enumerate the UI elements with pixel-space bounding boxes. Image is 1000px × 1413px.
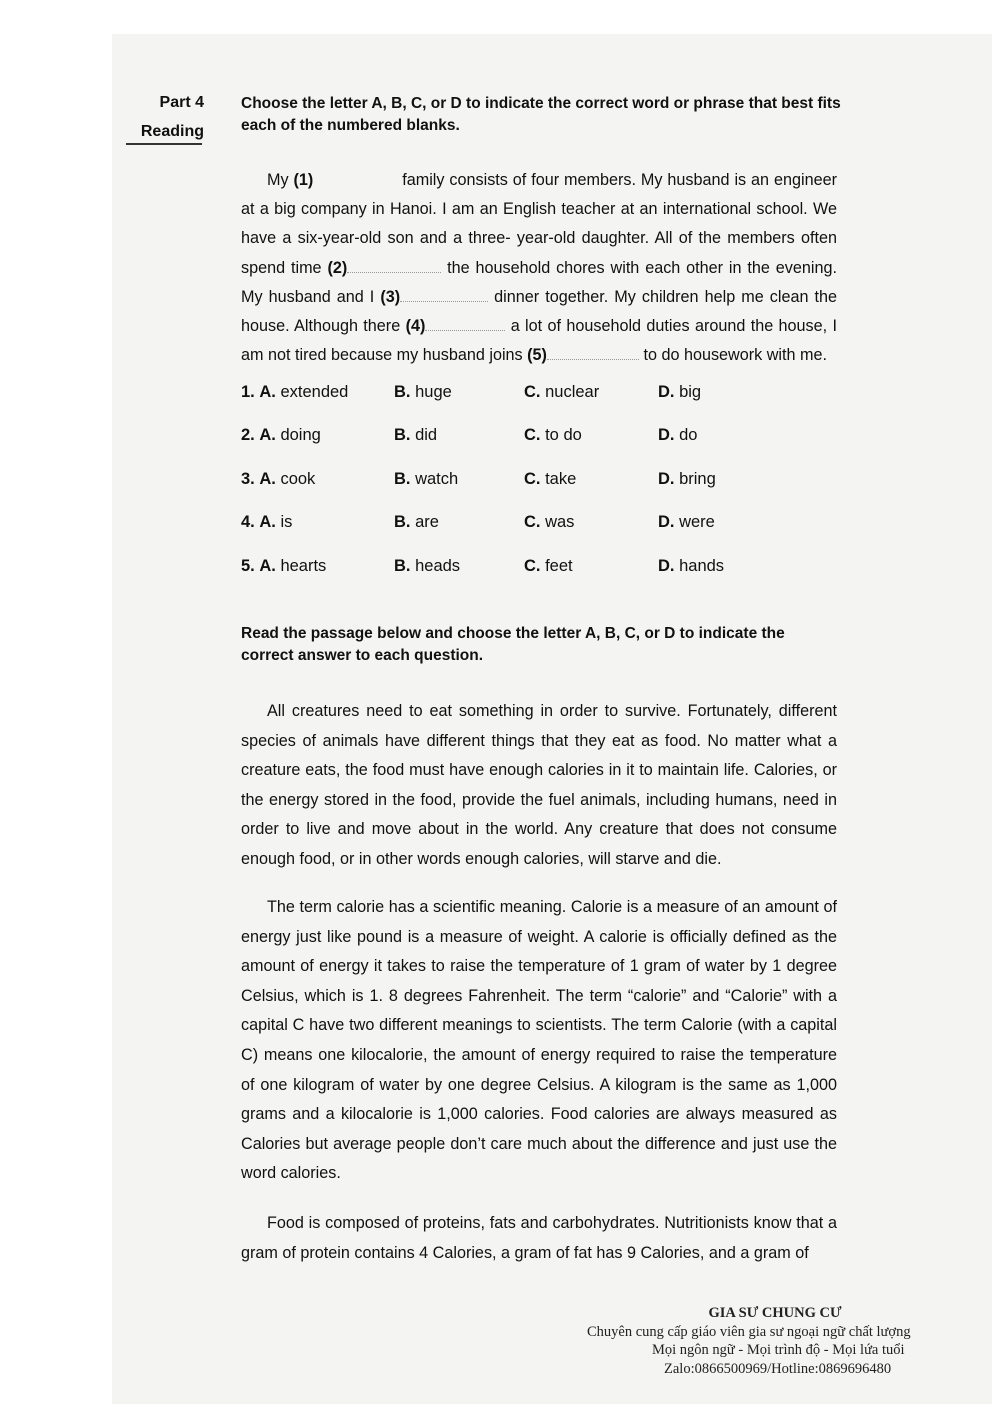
blank-4: [425, 316, 505, 331]
option-letter: D.: [658, 426, 675, 445]
option-text: heads: [415, 556, 461, 575]
footer-line-2: Mọi ngôn ngữ - Mọi trình độ - Mọi lứa tuổi: [652, 1342, 905, 1358]
blank-number-5: (5): [527, 346, 547, 365]
option-text: to do: [545, 426, 582, 445]
option-4c[interactable]: [524, 513, 574, 532]
option-text: was: [545, 513, 575, 532]
option-text: is: [280, 513, 293, 532]
option-text: huge: [415, 383, 452, 401]
footer-ad: [560, 1304, 1000, 1378]
blank-number-3: (3): [380, 287, 401, 306]
passage-text: a lot of household duties around the house, I am not tired because my husband joins: [241, 317, 837, 365]
footer-contact: Zalo:0866500969/Hotline:0869696480: [664, 1360, 892, 1377]
option-text: nuclear: [545, 383, 600, 401]
reading-paragraph-2: The term calorie has a scientific meaning. Calorie is a measure of an amount of energy just like pound is a measure of weight. A calorie is officially defined as the amount of energy it takes to raise the temperature of 1 gram of water by 1 degree Celsius, which is 1. 8 degrees Fahrenheit. The term “calorie” and “Calorie” with a capital C have two different meanings to scientists. The term Calorie (with a capital C) means one kilocalorie, the amount of energy required to raise the temperature of one kilogram of water by one degree Celsius. A kilogram is the same as 1,000 grams and a kilocalorie is 1,000 calories. Food calories are always measured as Calories but average people don’t care much about the difference and just use the word calories.: [241, 898, 837, 1183]
question-row-3: [241, 470, 841, 513]
blank-number-2: (2): [327, 258, 348, 277]
blank-number-4: (4): [405, 317, 426, 336]
option-3d[interactable]: [658, 470, 716, 489]
option-text: were: [679, 513, 715, 532]
reading-paragraph-1: All creatures need to eat something in order to survive. Fortunately, different species of animals have different things that they eat as food. No matter what a creature eats, the food must have enough calories in it to maintain life. Calories, or the energy stored in the food, provide the fuel animals, including humans, need in order to live and move about in the world. Any creature that does not consume enough food, or in other words enough calories, will starve and die.: [241, 702, 837, 868]
option-letter: B.: [394, 383, 411, 401]
option-5a[interactable]: [241, 557, 326, 576]
question-number: 4.: [241, 513, 255, 532]
section1-instruction: Choose the letter A, B, C, or D to indicate the correct word or phrase that best fits each of the numbered blanks.: [241, 95, 841, 134]
option-5d[interactable]: [658, 557, 724, 576]
option-4b[interactable]: [394, 513, 439, 532]
blank-1: [313, 171, 397, 185]
question-number: 5.: [241, 556, 255, 575]
question-row-1: [241, 383, 841, 426]
option-text: did: [415, 426, 438, 445]
option-text: cook: [280, 469, 316, 488]
option-3b[interactable]: [394, 470, 458, 489]
option-letter: C.: [524, 513, 541, 532]
option-letter: D.: [658, 556, 675, 575]
option-2c[interactable]: [524, 426, 582, 445]
passage-text: family consists of four members. My husband is an engineer at a big company in Hanoi. I am an English teacher at an international school. We have a six-year-old son and a three- year-old daughter. All of the members often spend time: [241, 171, 837, 277]
option-1b[interactable]: [394, 383, 452, 402]
option-3a[interactable]: [241, 470, 315, 489]
option-text: hearts: [280, 556, 327, 575]
footer-title: GIA SƯ CHUNG CƯ: [708, 1305, 842, 1321]
question-number: 1.: [241, 383, 255, 401]
option-letter: A.: [259, 383, 276, 401]
part-name: Reading: [140, 123, 204, 140]
question-number: 3.: [241, 469, 255, 488]
passage-text: the household chores with each other in the evening. My husband and I: [241, 258, 837, 306]
option-letter: D.: [658, 383, 675, 401]
option-5b[interactable]: [394, 557, 460, 576]
part-underline: [126, 143, 202, 145]
blank-3: [400, 287, 488, 302]
passage-text: dinner together. My children help me clean the house. Although there: [241, 287, 837, 336]
option-1a[interactable]: [241, 383, 348, 402]
option-text: extended: [280, 383, 349, 401]
option-letter: A.: [259, 556, 276, 575]
question-number: 2.: [241, 426, 255, 445]
option-text: feet: [545, 556, 573, 575]
footer-line-1: Chuyên cung cấp giáo viên gia sư ngoại ngữ chất lượng: [587, 1323, 911, 1340]
option-2d[interactable]: [658, 426, 697, 445]
option-4d[interactable]: [658, 513, 715, 532]
option-2a[interactable]: [241, 426, 321, 445]
option-letter: B.: [394, 513, 411, 532]
option-letter: C.: [524, 556, 541, 575]
passage-text: to do housework with me.: [638, 346, 827, 365]
option-letter: B.: [394, 426, 411, 445]
option-letter: C.: [524, 426, 541, 445]
option-1c[interactable]: [524, 383, 599, 402]
option-text: do: [679, 426, 698, 445]
option-text: big: [679, 383, 702, 401]
passage-text: My: [267, 171, 294, 189]
part-number: Part 4: [159, 94, 204, 111]
option-3c[interactable]: [524, 470, 576, 489]
part-label: [130, 88, 204, 146]
option-letter: D.: [658, 469, 675, 488]
option-text: hands: [679, 556, 725, 575]
question-row-4: [241, 513, 841, 556]
option-letter: A.: [259, 426, 276, 445]
option-letter: A.: [259, 513, 276, 532]
gap-fill-passage: [241, 166, 837, 370]
blank-2: [347, 258, 441, 273]
option-text: bring: [679, 469, 716, 488]
reading-paragraph-3: Food is composed of proteins, fats and carbohydrates. Nutritionists know that a gram of protein contains 4 Calories, a gram of fat has 9 Calories, and a gram of: [241, 1214, 837, 1262]
option-text: doing: [280, 426, 321, 445]
blank-number-1: (1): [293, 171, 314, 189]
option-letter: C.: [524, 383, 541, 401]
option-letter: D.: [658, 513, 675, 532]
option-text: are: [415, 513, 439, 532]
option-letter: B.: [394, 556, 411, 575]
option-5c[interactable]: [524, 557, 573, 576]
option-4a[interactable]: [241, 513, 292, 532]
option-letter: B.: [394, 469, 411, 488]
option-2b[interactable]: [394, 426, 437, 445]
option-text: watch: [415, 469, 459, 488]
option-letter: C.: [524, 469, 541, 488]
section2-instruction: Read the passage below and choose the letter A, B, C, or D to indicate the correct answer to each question.: [241, 625, 785, 664]
answer-options: [241, 383, 841, 600]
option-letter: A.: [259, 469, 276, 488]
question-row-5: [241, 557, 841, 600]
blank-5: [547, 345, 639, 360]
question-row-2: [241, 426, 841, 469]
option-text: take: [545, 469, 577, 488]
option-1d[interactable]: [658, 383, 701, 402]
